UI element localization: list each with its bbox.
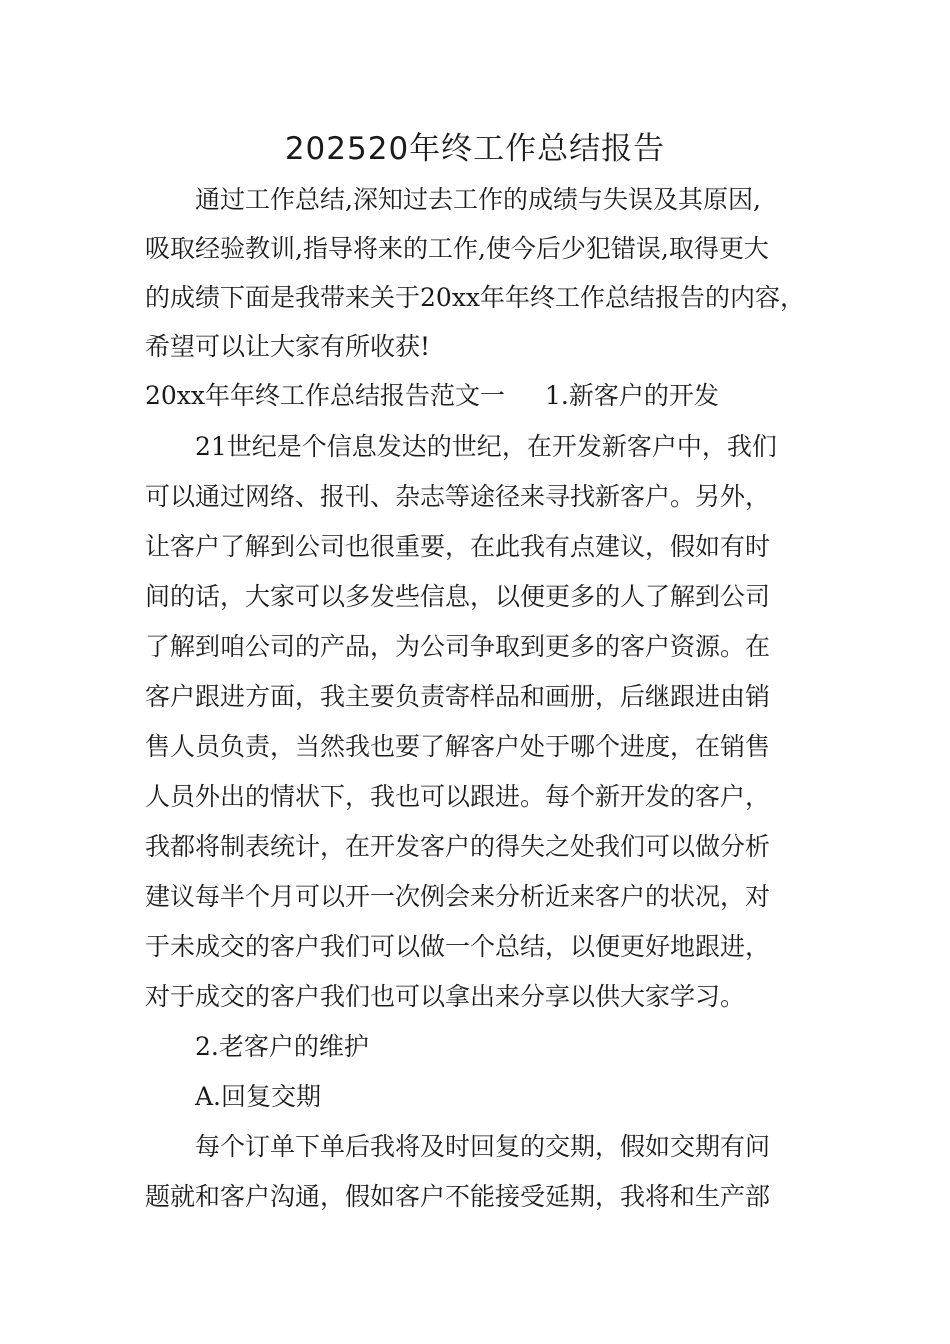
closing-line-1: 每个订单下单后我将及时回复的交期，假如交期有问 xyxy=(195,1132,771,1161)
subheading-reply-delivery: A.回复交期 xyxy=(195,1082,322,1111)
subheading-old-customers: 2.老客户的维护 xyxy=(195,1032,369,1061)
document-title: 202520年终工作总结报告 xyxy=(284,131,666,167)
body-line-5: 了解到咱公司的产品，为公司争取到更多的客户资源。在 xyxy=(145,632,771,661)
closing-line-2: 题就和客户沟通，假如客户不能接受延期，我将和生产部 xyxy=(145,1182,771,1211)
body-line-3: 让客户了解到公司也很重要，在此我有点建议，假如有时 xyxy=(145,532,771,561)
body-line-4: 间的话，大家可以多发些信息，以便更多的人了解到公司 xyxy=(145,582,771,611)
intro-line-4: 希望可以让大家有所收获! xyxy=(145,332,431,361)
body-line-8: 人员外出的情状下，我也可以跟进。每个新开发的客户， xyxy=(145,782,771,811)
body-line-2: 可以通过网络、报刊、杂志等途径来寻找新客户。另外， xyxy=(145,482,771,511)
section-heading: 20xx年年终工作总结报告范文一 xyxy=(145,381,506,410)
body-line-12: 对于成交的客户我们也可以拿出来分享以供大家学习。 xyxy=(145,982,746,1011)
body-line-11: 于未成交的客户我们可以做一个总结，以便更好地跟进， xyxy=(145,932,771,961)
body-line-1: 21世纪是个信息发达的世纪，在开发新客户中，我们 xyxy=(195,432,777,461)
intro-line-2: 吸取经验教训,指导将来的工作,使今后少犯错误,取得更大 xyxy=(145,234,769,263)
intro-line-3: 的成绩下面是我带来关于20xx年年终工作总结报告的内容， xyxy=(145,283,806,312)
body-line-6: 客户跟进方面，我主要负责寄样品和画册，后继跟进由销 xyxy=(145,682,771,711)
intro-line-1: 通过工作总结,深知过去工作的成绩与失误及其原因, xyxy=(195,185,761,214)
body-line-10: 建议每半个月可以开一次例会来分析近来客户的状况，对 xyxy=(145,882,771,911)
subheading-new-customers: 1.新客户的开发 xyxy=(545,381,719,410)
body-line-7: 售人员负责，当然我也要了解客户处于哪个进度，在销售 xyxy=(145,732,771,761)
section-heading-row xyxy=(145,376,719,416)
body-line-9: 我都将制表统计，在开发客户的得失之处我们可以做分析 xyxy=(145,832,771,861)
